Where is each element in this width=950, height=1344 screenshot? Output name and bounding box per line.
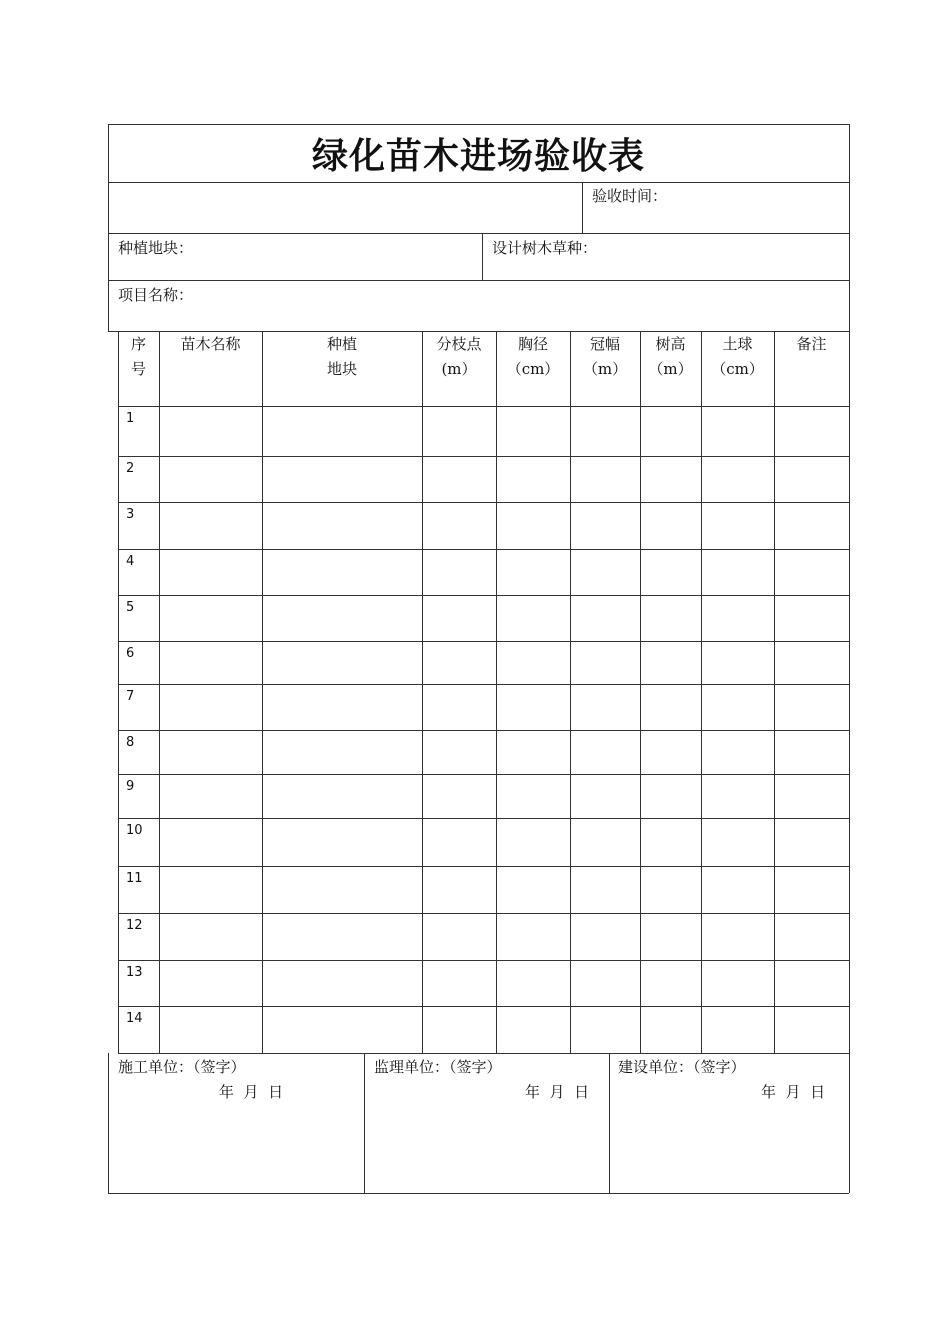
table-row-line	[118, 774, 849, 775]
form-title: 绿化苗木进场验收表	[311, 134, 645, 177]
table-row-line	[118, 913, 849, 914]
column-header-line1: 种植	[326, 335, 357, 353]
table-column-line	[118, 331, 119, 1053]
frame-left-upper	[108, 124, 109, 331]
column-header-line2: （cm）	[506, 360, 560, 378]
planting-plot-label: 种植地块：	[118, 239, 194, 257]
column-header-line1: 冠幅	[589, 335, 620, 353]
design-species-label: 设计树木草种：	[492, 239, 598, 257]
column-header-line1: 序	[130, 335, 146, 353]
frame-top	[108, 124, 849, 125]
column-header-line2: (m）	[441, 360, 477, 378]
acceptance-form	[108, 124, 849, 1194]
table-row-line	[118, 641, 849, 642]
acceptance-time-label: 验收时间：	[592, 187, 668, 205]
column-header-line1: 土球	[722, 335, 753, 353]
column-header	[422, 332, 496, 382]
frame-bottom	[108, 1193, 849, 1194]
column-header	[774, 332, 849, 357]
column-header-line1: 分枝点	[436, 335, 482, 353]
table-row-line	[118, 406, 849, 407]
row-number: 3	[126, 507, 135, 522]
row-number: 7	[126, 689, 135, 704]
row-number: 5	[126, 600, 135, 615]
row-number: 14	[126, 1011, 143, 1026]
row-number: 11	[126, 871, 143, 886]
table-row-line	[118, 1006, 849, 1007]
column-header	[159, 332, 262, 357]
table-column-line	[262, 331, 263, 1053]
row-number: 6	[126, 646, 135, 661]
table-row-line	[118, 818, 849, 819]
table-column-line	[701, 331, 702, 1053]
title-divider	[108, 182, 849, 183]
row-number: 2	[126, 461, 135, 476]
column-header-line2: 号	[130, 360, 146, 378]
row-number: 8	[126, 735, 135, 750]
table-column-line	[496, 331, 497, 1053]
construction-unit-signature-label: 施工单位：（签字）	[118, 1058, 246, 1076]
column-header-line1: 苗木名称	[180, 335, 241, 353]
frame-right	[849, 124, 850, 1193]
table-row-line	[118, 866, 849, 867]
table-row-line	[118, 1053, 849, 1054]
table-column-line	[422, 331, 423, 1053]
table-row-line	[118, 502, 849, 503]
signature-divider-2	[609, 1053, 610, 1193]
column-header	[118, 332, 159, 382]
row-number: 4	[126, 554, 135, 569]
table-row-line	[118, 730, 849, 731]
construction-unit-date: 年 月 日	[219, 1083, 284, 1101]
project-name-label: 项目名称：	[118, 286, 194, 304]
column-header-line2: （m）	[648, 360, 693, 378]
signature-divider-1	[364, 1053, 365, 1193]
table-row-line	[118, 684, 849, 685]
table-column-line	[774, 331, 775, 1053]
time-row-divider	[108, 233, 849, 234]
supervision-unit-date: 年 月 日	[525, 1083, 590, 1101]
frame-left-lower	[108, 1053, 109, 1193]
column-header-line2: （m）	[582, 360, 628, 378]
column-header-line2: （cm）	[711, 360, 764, 378]
owner-unit-date: 年 月 日	[761, 1083, 826, 1101]
table-column-line	[640, 331, 641, 1053]
row-number: 13	[126, 965, 143, 980]
time-cell-divider	[582, 182, 583, 233]
column-header	[262, 332, 422, 382]
plot-cell-divider	[482, 233, 483, 280]
owner-unit-signature-label: 建设单位：（签字）	[618, 1058, 746, 1076]
row-number: 12	[126, 918, 143, 933]
table-row-line	[118, 595, 849, 596]
table-row-line	[118, 456, 849, 457]
supervision-unit-signature-label: 监理单位：（签字）	[374, 1058, 502, 1076]
column-header	[570, 332, 640, 382]
column-header	[701, 332, 774, 382]
row-number: 9	[126, 779, 135, 794]
table-column-line	[570, 331, 571, 1053]
row-number: 1	[126, 411, 135, 426]
table-column-line	[159, 331, 160, 1053]
column-header-line1: 树高	[655, 335, 686, 353]
column-header-line1: 备注	[796, 335, 827, 353]
table-row-line	[118, 549, 849, 550]
table-row-line	[118, 960, 849, 961]
row-number: 10	[126, 823, 143, 838]
plot-row-divider	[108, 280, 849, 281]
column-header-line1: 胸径	[517, 335, 548, 353]
column-header	[640, 332, 701, 382]
column-header	[496, 332, 570, 382]
column-header-line2: 地块	[326, 360, 357, 378]
